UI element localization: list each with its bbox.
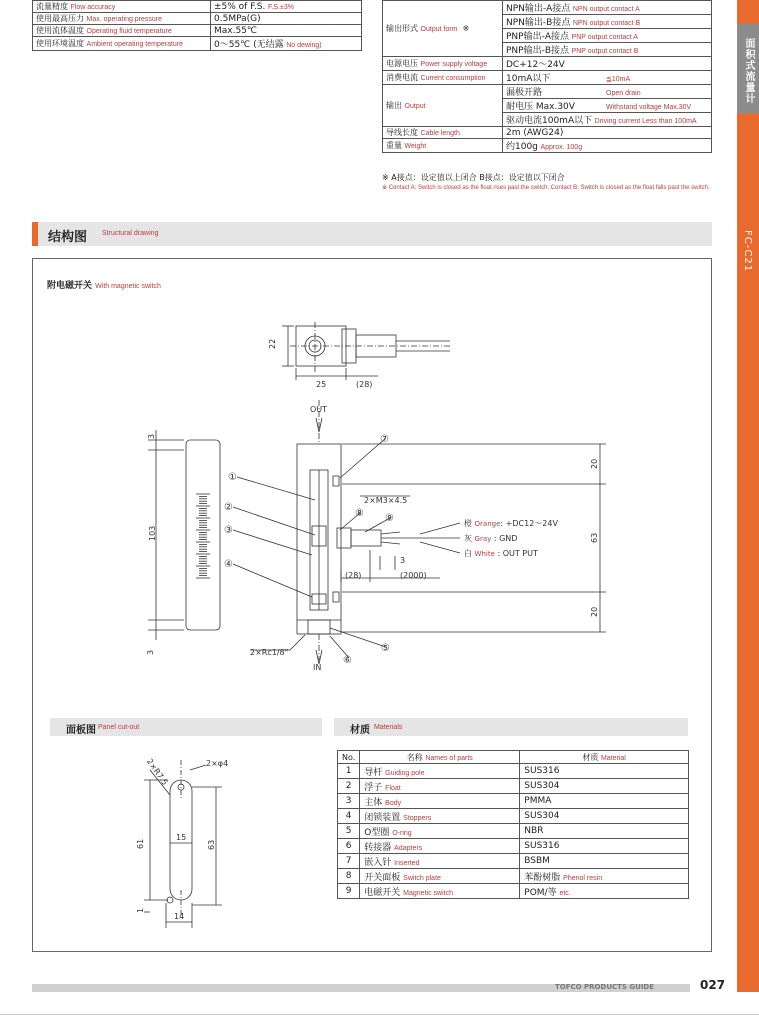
svg-text:⑥: ⑥ [343,655,352,666]
note-cn: ※ A接点：设定值以上闭合 B接点：设定值以下闭合 [382,173,565,182]
spec-left-row: 流量精度 Flow accuracy ±5% of F.S. F.S.±3% [33,1,362,13]
current-label: 消费电流 Current consumption [383,71,503,85]
svg-text:⑦: ⑦ [380,434,389,445]
output-row: 驱动电流100mA以下 Driving current Less than 100mA [503,113,712,127]
svg-text:(28): (28) [345,571,362,580]
section-header [32,222,712,246]
bottom-rule [0,1014,759,1015]
svg-text:OUT: OUT [310,405,328,414]
materials-row: 1 导杆 Guiding pole SUS316 [338,764,689,779]
materials-row: 7 嵌入针 Inserted BSBM [338,854,689,869]
svg-text:⑤: ⑤ [381,643,390,654]
svg-text:103: 103 [148,525,157,541]
cable-value: 2m (AWG24) [503,127,712,139]
spec-left-row: 使用环境温度 Ambient operating temperature 0～55℃ (无结露 No dewing) [33,37,362,51]
weight-value: 约100g Approx. 100g [503,139,712,153]
svg-text:白 White : OUT PUT: 白 White : OUT PUT [464,549,538,558]
svg-text:IN: IN [313,663,322,672]
structural-drawing [140,315,720,675]
svg-text:2×M3×4.5: 2×M3×4.5 [364,496,408,505]
voltage-value: DC+12～24V [503,57,712,71]
spec-left-row: 使用流体温度 Operating fluid temperature Max.55℃ [33,25,362,37]
sidebar-category: 面积式流量计 [737,24,759,114]
svg-text:2×φ4: 2×φ4 [206,759,229,768]
materials-header-row: No. 名称 Names of parts 材质 Material [338,751,689,764]
svg-text:3: 3 [147,433,156,439]
svg-text:橙 Orange: +DC12～24V: 橙 Orange: +DC12～24V [464,519,558,528]
svg-text:①: ① [228,472,237,483]
materials-header: 材质 Materials [334,718,688,736]
panel-cutout-drawing [50,740,322,930]
svg-text:20: 20 [590,458,599,469]
spec-table-left [32,0,362,51]
section-title-en: Structural drawing [102,230,159,237]
svg-text:3: 3 [146,649,155,655]
panel-header: 面板图 Panel cut-out [50,718,322,736]
output-row: 耐电压 Max.30V Withstand voltage Max.30V [503,99,712,113]
svg-text:⑧: ⑧ [355,508,364,519]
materials-row: 9 电磁开关 Magnetic switch POM/等 etc. [338,884,689,899]
svg-text:⑨: ⑨ [385,513,394,524]
svg-text:(28): (28) [356,380,373,389]
drawing-title: 附电磁开关 With magnetic switch [47,281,161,291]
output-form-label: 输出形式 Output form ※ [383,1,503,57]
svg-text:14: 14 [174,912,185,921]
svg-text:3: 3 [400,556,406,565]
sidebar-model: FC-C21 [737,222,759,992]
materials-row: 2 浮子 Float SUS304 [338,779,689,794]
svg-text:1: 1 [136,907,145,913]
svg-text:63: 63 [590,532,599,543]
materials-row: 8 开关面板 Switch plate 苯酚树脂 Phenol resin [338,869,689,884]
weight-label: 重量 Weight [383,139,503,153]
page-number: 027 [700,978,726,992]
spec-left-row: 使用最高压力 Max. operating pressure 0.5MPa(G) [33,13,362,25]
svg-text:④: ④ [224,559,233,570]
output-form-row: PNP输出-B接点 PNP output contact B [503,43,712,57]
voltage-label: 电源电压 Power supply voltage [383,57,503,71]
svg-text:20: 20 [590,606,599,617]
materials-table [337,750,689,899]
output-form-row: NPN输出-B接点 NPN output contact B [503,15,712,29]
section-title: 结构图 [48,230,88,245]
svg-text:(2000): (2000) [400,571,427,580]
materials-row: 3 主体 Body PMMA [338,794,689,809]
materials-row: 5 O型圈 O-ring NBR [338,824,689,839]
svg-text:2×R7.5: 2×R7.5 [144,757,170,787]
svg-text:②: ② [224,502,233,513]
svg-text:63: 63 [207,839,216,850]
materials-row: 6 转接器 Adapters SUS316 [338,839,689,854]
footer-guide: TOFCO PRODUCTS GUIDE [555,983,655,991]
svg-text:25: 25 [316,380,327,389]
svg-text:15: 15 [176,833,187,842]
output-form-row: PNP输出-A接点 PNP output contact A [503,29,712,43]
output-row: 漏极开路 Open drain [503,85,712,99]
output-label: 输出 Output [383,85,503,127]
svg-text:灰 Gray : GND: 灰 Gray : GND [464,534,518,543]
svg-text:22: 22 [268,338,277,349]
note-en: ※ Contact A: Switch is closed as the float rises past the switch. Contact B: Switch is closed as the float falls past the switch. [382,185,710,191]
svg-text:2×Rc1/8": 2×Rc1/8" [250,648,289,657]
svg-text:③: ③ [224,525,233,536]
svg-text:61: 61 [136,838,145,849]
current-value: 10mA以下 ≦10mA [503,71,712,85]
output-form-row: NPN输出-A接点 NPN output contact A [503,1,712,15]
materials-row: 4 闭锁装置 Stoppers SUS304 [338,809,689,824]
spec-table-right [382,0,712,153]
cable-label: 导线长度 Cable length [383,127,503,139]
